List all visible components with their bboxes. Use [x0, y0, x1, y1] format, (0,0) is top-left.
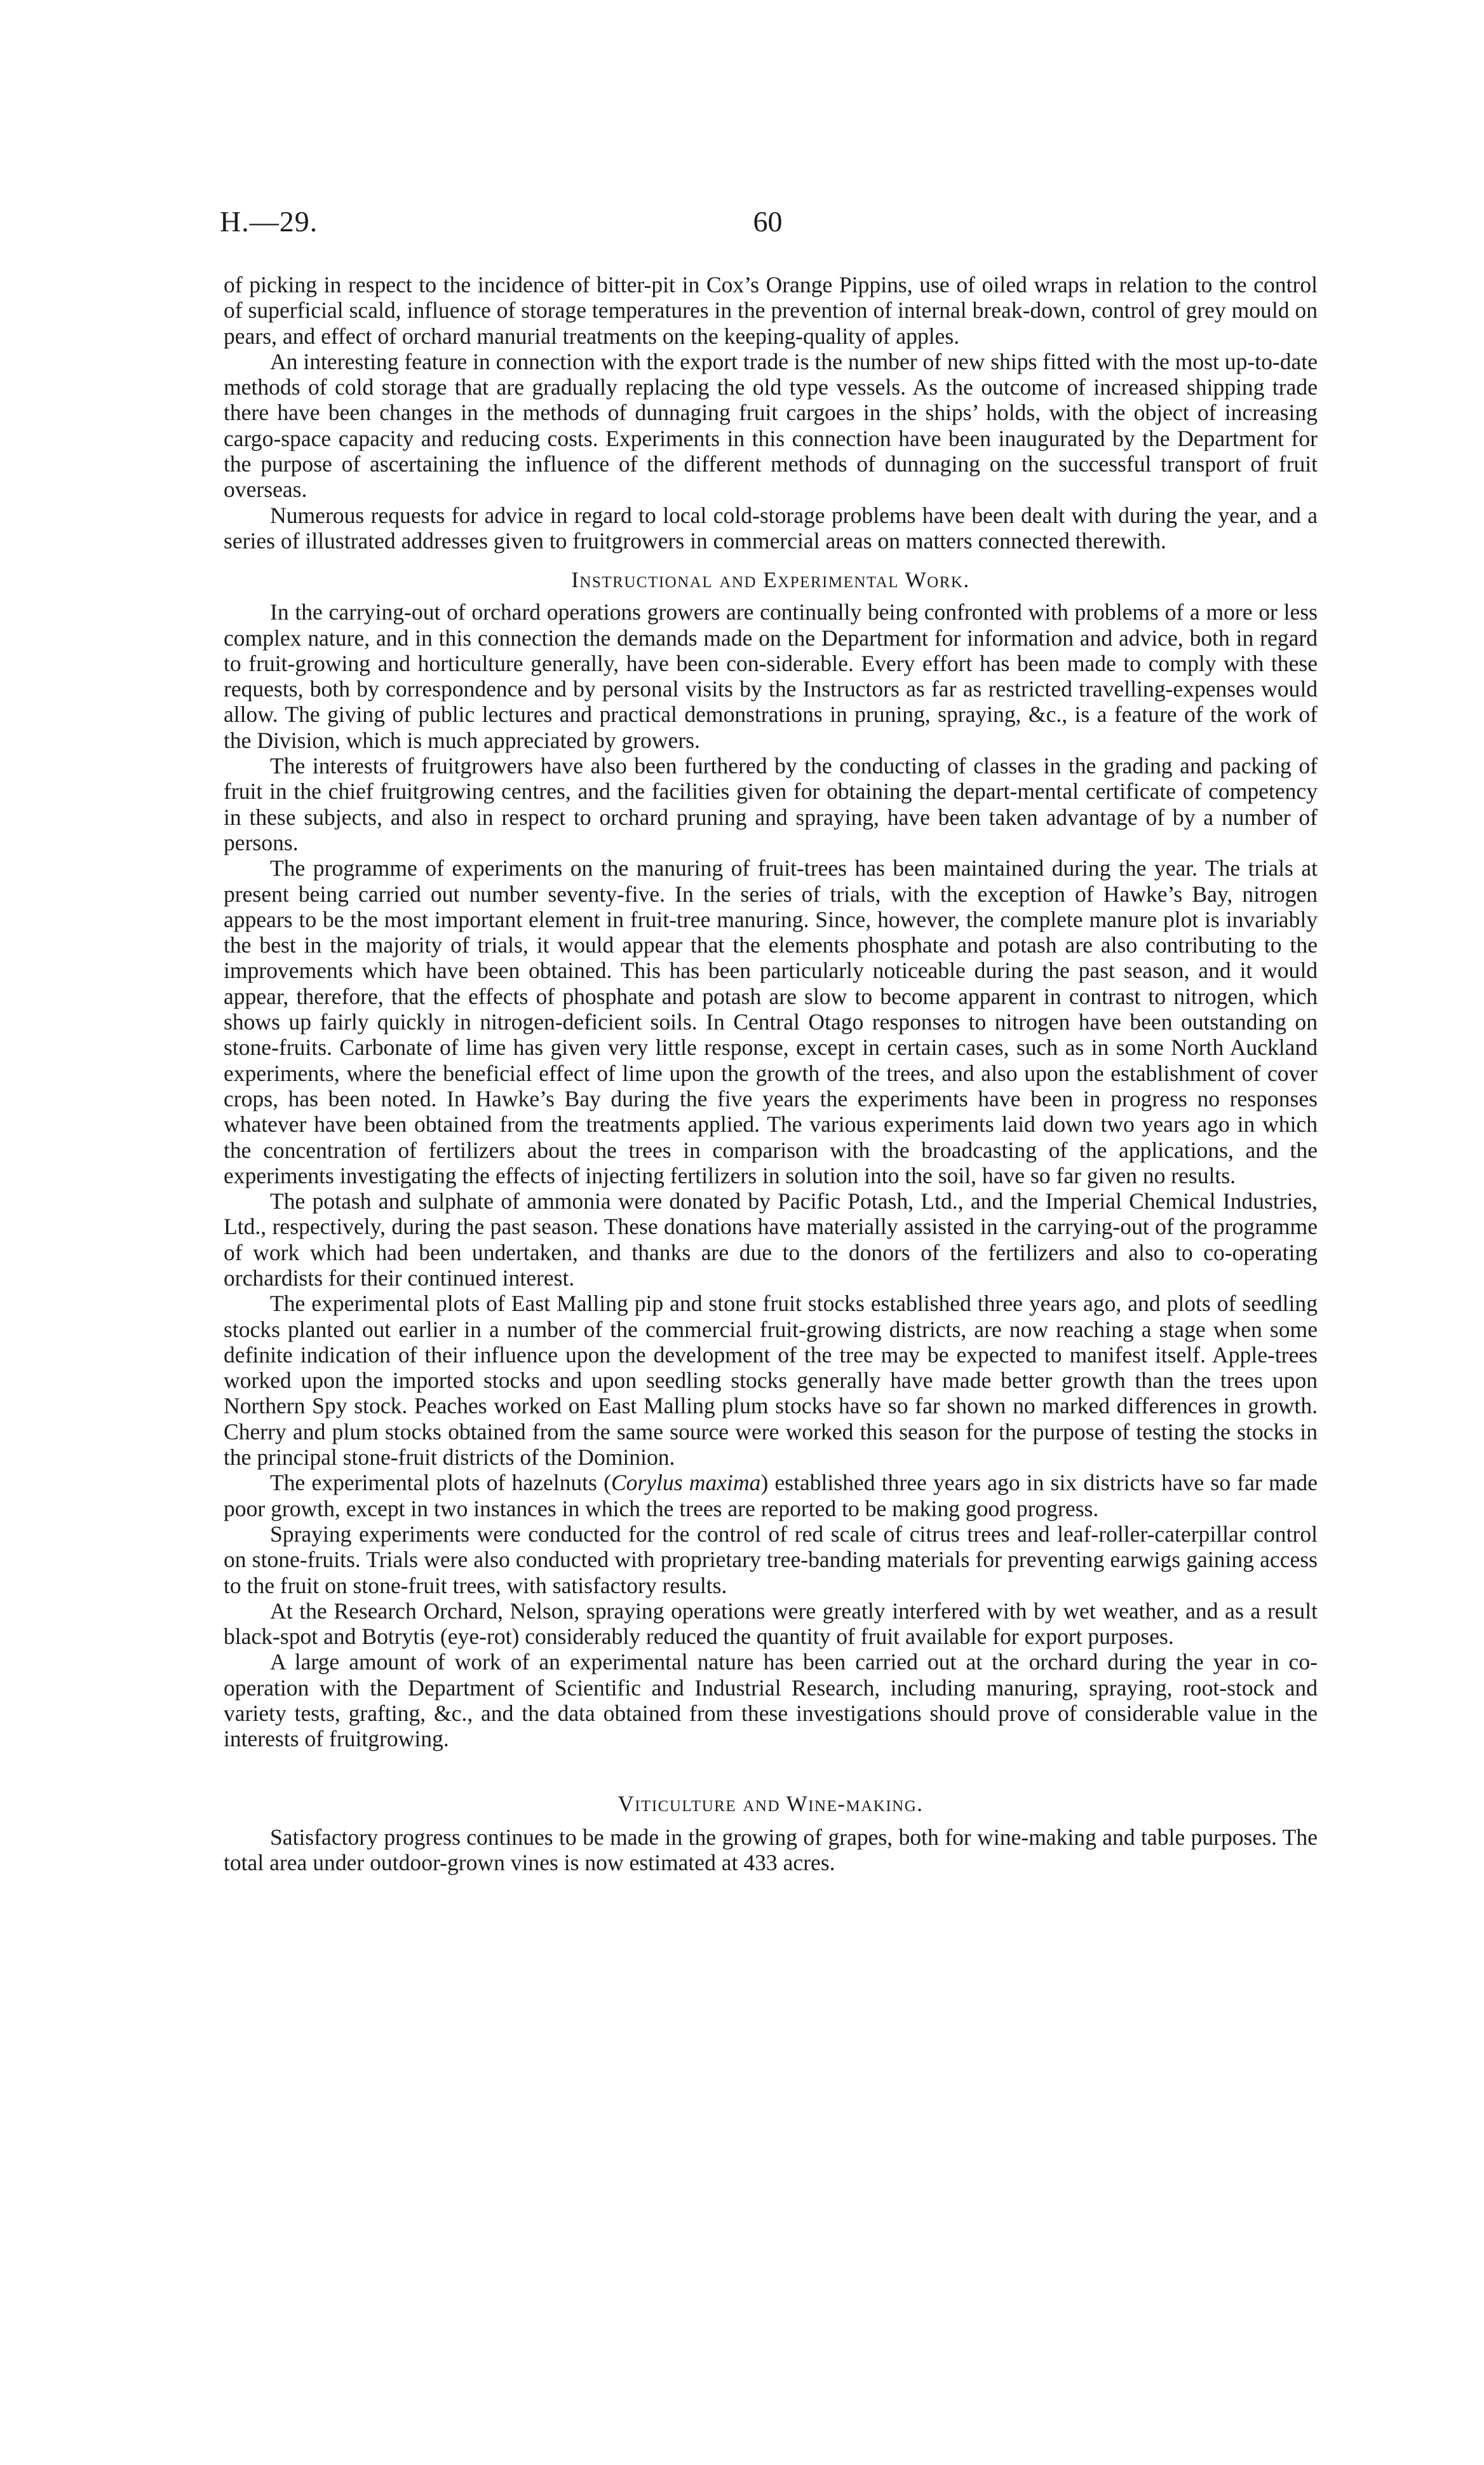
paragraph: In the carrying-out of orchard operations growers are continually being confronted with problems of a more or less complex nature, and in this connection the demands made on the Department for information and advice, both in regard to fruit-growing and horticulture generally, have been con-siderable. Every effort has been made to comply with these requests, both by correspondence and by personal visits by the Instructors as far as restricted travelling-expenses would allow. The giving of public lectures and practical demonstrations in pruning, spraying, &c., is a feature of the work of the Division, which is much appreciated by growers.: [224, 599, 1318, 753]
species-name: Corylus maxima: [610, 1470, 761, 1496]
paragraph: Numerous requests for advice in regard to local cold-storage problems have been dealt with during the year, and a series of illustrated addresses given to fruitgrowers in commercial areas on matters connected therewith.: [224, 502, 1318, 553]
paragraph: The interests of fruitgrowers have also been furthered by the conducting of classes in the grading and packing of fruit in the chief fruitgrowing centres, and the facilities given for obtaining the depart-mental certificate of competency in these subjects, and also in respect to orchard pruning and spraying, have been taken advantage of by a number of persons.: [224, 753, 1318, 855]
page-number: 60: [753, 205, 783, 238]
paragraph: Satisfactory progress continues to be made in the growing of grapes, both for wine-making and table purposes. The total area under outdoor-grown vines is now estimated at 433 acres.: [224, 1824, 1318, 1875]
paragraph: The potash and sulphate of ammonia were donated by Pacific Potash, Ltd., and the Imperial Chemical Industries, Ltd., respectively, during the past season. These donations have materially assisted in the carrying-out of the programme of work which had been undertaken, and thanks are due to the donors of the fertilizers and also to co-operating orchardists for their continued interest.: [224, 1188, 1318, 1291]
section-heading-instructional: Instructional and Experimental Work.: [571, 567, 970, 593]
page-body: [224, 272, 1318, 1875]
paragraph: The programme of experiments on the manuring of fruit-trees has been maintained during the year. The trials at present being carried out number seventy-five. In the series of trials, with the exception of Hawke’s Bay, nitrogen appears to be the most important element in fruit-tree manuring. Since, however, the complete manure plot is invariably the best in the majority of trials, it would appear that the elements phosphate and potash are also contributing to the improvements which have been obtained. This has been particularly noticeable during the past season, and it would appear, therefore, that the effects of phosphate and potash are slow to become apparent in contrast to nitrogen, which shows up fairly quickly in nitrogen-deficient soils. In Central Otago responses to nitrogen have been outstanding on stone-fruits. Carbonate of lime has given very little response, except in certain cases, such as in some North Auckland experiments, where the beneficial effect of lime upon the growth of the trees, and also upon the establishment of cover crops, has been noted. In Hawke’s Bay during the five years the experiments have been in progress no responses whatever have been obtained from the treatments applied. The various experiments laid down two years ago in which the concentration of fertilizers about the trees in comparison with the broadcasting of the applications, and the experiments investigating the effects of injecting fertilizers in solution into the soil, have so far given no results.: [224, 855, 1318, 1188]
paragraph-text: ) established three years ago in six districts have so far made poor growth, except in two instances in which the trees are reported to be making good progress.: [224, 1470, 1318, 1521]
paragraph: An interesting feature in connection with the export trade is the number of new ships fitted with the most up-to-date methods of cold storage that are gradually replacing the old type vessels. As the outcome of increased shipping trade there have been changes in the methods of dunnaging fruit cargoes in the ships’ holds, with the object of increasing cargo-space capacity and reducing costs. Experiments in this connection have been inaugurated by the Department for the purpose of ascertaining the influence of the different methods of dunnaging on the successful transport of fruit overseas.: [224, 348, 1318, 503]
paragraph: The experimental plots of East Malling pip and stone fruit stocks established three years ago, and plots of seedling stocks planted out earlier in a number of the commercial fruit-growing districts, are now reaching a stage when some definite indication of their influence upon the development of the tree may be expected to manifest itself. Apple-trees worked upon the imported stocks and upon seedling stocks generally have made better growth than the trees upon Northern Spy stock. Peaches worked on East Malling plum stocks have so far shown no marked differences in growth. Cherry and plum stocks obtained from the same source were worked this season for the purpose of testing the stocks in the principal stone-fruit districts of the Dominion.: [224, 1291, 1318, 1470]
paragraph: Spraying experiments were conducted for the control of red scale of citrus trees and leaf-roller-caterpillar control on stone-fruits. Trials were also conducted with proprietary tree-banding materials for preventing earwigs gaining access to the fruit on stone-fruit trees, with satisfactory results.: [224, 1521, 1318, 1598]
section-heading-viticulture: Viticulture and Wine-making.: [617, 1791, 924, 1816]
paragraph: [224, 1470, 1318, 1521]
page-header: [220, 205, 1316, 243]
document-reference: H.—29.: [220, 205, 318, 238]
paragraph: At the Research Orchard, Nelson, spraying operations were greatly interfered with by wet weather, and as a result black-spot and Botrytis (eye-rot) considerably reduced the quantity of fruit available for export purposes.: [224, 1598, 1318, 1650]
paragraph-text: The experimental plots of hazelnuts (: [270, 1470, 611, 1496]
paragraph: A large amount of work of an experimental nature has been carried out at the orchard during the year in co-operation with the Department of Scientific and Industrial Research, including manuring, spraying, root-stock and variety tests, grafting, &c., and the data obtained from these investigations should prove of considerable value in the interests of fruitgrowing.: [224, 1649, 1318, 1752]
paragraph: of picking in respect to the incidence of bitter-pit in Cox’s Orange Pippins, use of oiled wraps in relation to the control of superficial scald, influence of storage temperatures in the prevention of internal break-down, control of grey mould on pears, and effect of orchard manurial treatments on the keeping-quality of apples.: [224, 272, 1318, 349]
